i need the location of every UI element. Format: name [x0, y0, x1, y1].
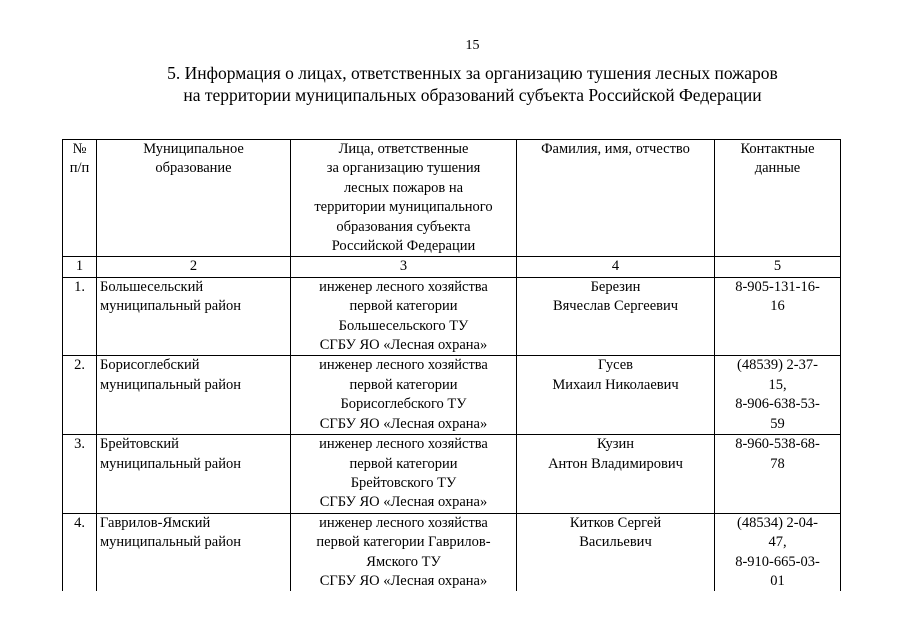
- responsible-cell: инженер лесного хозяйства первой категории Гаврилов- Ямского ТУ СГБУ ЯО «Лесная охрана»: [291, 513, 517, 591]
- header-municipality: Муниципальное образование: [97, 140, 291, 257]
- person-name-cell: Китков Сергей Васильевич: [517, 513, 715, 591]
- municipality-cell: Брейтовский муниципальный район: [97, 435, 291, 514]
- municipality-cell: Борисоглебский муниципальный район: [97, 356, 291, 435]
- header-contacts: Контактные данные: [715, 140, 841, 257]
- column-number: 2: [97, 257, 291, 277]
- header-full-name: Фамилия, имя, отчество: [517, 140, 715, 257]
- section-heading: [0, 62, 905, 106]
- person-name-cell: Гусев Михаил Николаевич: [517, 356, 715, 435]
- column-number: 3: [291, 257, 517, 277]
- column-number: 4: [517, 257, 715, 277]
- person-name-cell: Кузин Антон Владимирович: [517, 435, 715, 514]
- table-row: [63, 277, 841, 356]
- row-number: 1.: [63, 277, 97, 356]
- page-number: 15: [465, 38, 480, 53]
- column-number: 5: [715, 257, 841, 277]
- row-number: 4.: [63, 513, 97, 591]
- responsible-cell: инженер лесного хозяйства первой категории Большесельского ТУ СГБУ ЯО «Лесная охрана»: [291, 277, 517, 356]
- heading-line-1: 5. Информация о лицах, ответственных за организацию тушения лесных пожаров: [167, 63, 778, 83]
- column-number-row: [63, 257, 841, 277]
- table-row: [63, 513, 841, 591]
- municipality-cell: Большесельский муниципальный район: [97, 277, 291, 356]
- contacts-cell: 8-905-131-16- 16: [715, 277, 841, 356]
- responsible-cell: инженер лесного хозяйства первой категории Брейтовского ТУ СГБУ ЯО «Лесная охрана»: [291, 435, 517, 514]
- table-header-row: [63, 140, 841, 257]
- contacts-cell: 8-960-538-68- 78: [715, 435, 841, 514]
- contacts-cell: (48534) 2-04- 47, 8-910-665-03- 01: [715, 513, 841, 591]
- header-responsible: Лица, ответственные за организацию тушения лесных пожаров на территории муниципального образования субъекта Российской Федерации: [291, 140, 517, 257]
- person-name-cell: Березин Вячеслав Сергеевич: [517, 277, 715, 356]
- responsible-persons-table: [62, 139, 841, 591]
- responsible-cell: инженер лесного хозяйства первой категории Борисоглебского ТУ СГБУ ЯО «Лесная охрана»: [291, 356, 517, 435]
- row-number: 2.: [63, 356, 97, 435]
- table-row: [63, 435, 841, 514]
- contacts-cell: (48539) 2-37- 15, 8-906-638-53- 59: [715, 356, 841, 435]
- heading-line-2: на территории муниципальных образований субъекта Российской Федерации: [183, 85, 762, 105]
- municipality-cell: Гаврилов-Ямский муниципальный район: [97, 513, 291, 591]
- row-number: 3.: [63, 435, 97, 514]
- column-number: 1: [63, 257, 97, 277]
- table-row: [63, 356, 841, 435]
- header-number: № п/п: [63, 140, 97, 257]
